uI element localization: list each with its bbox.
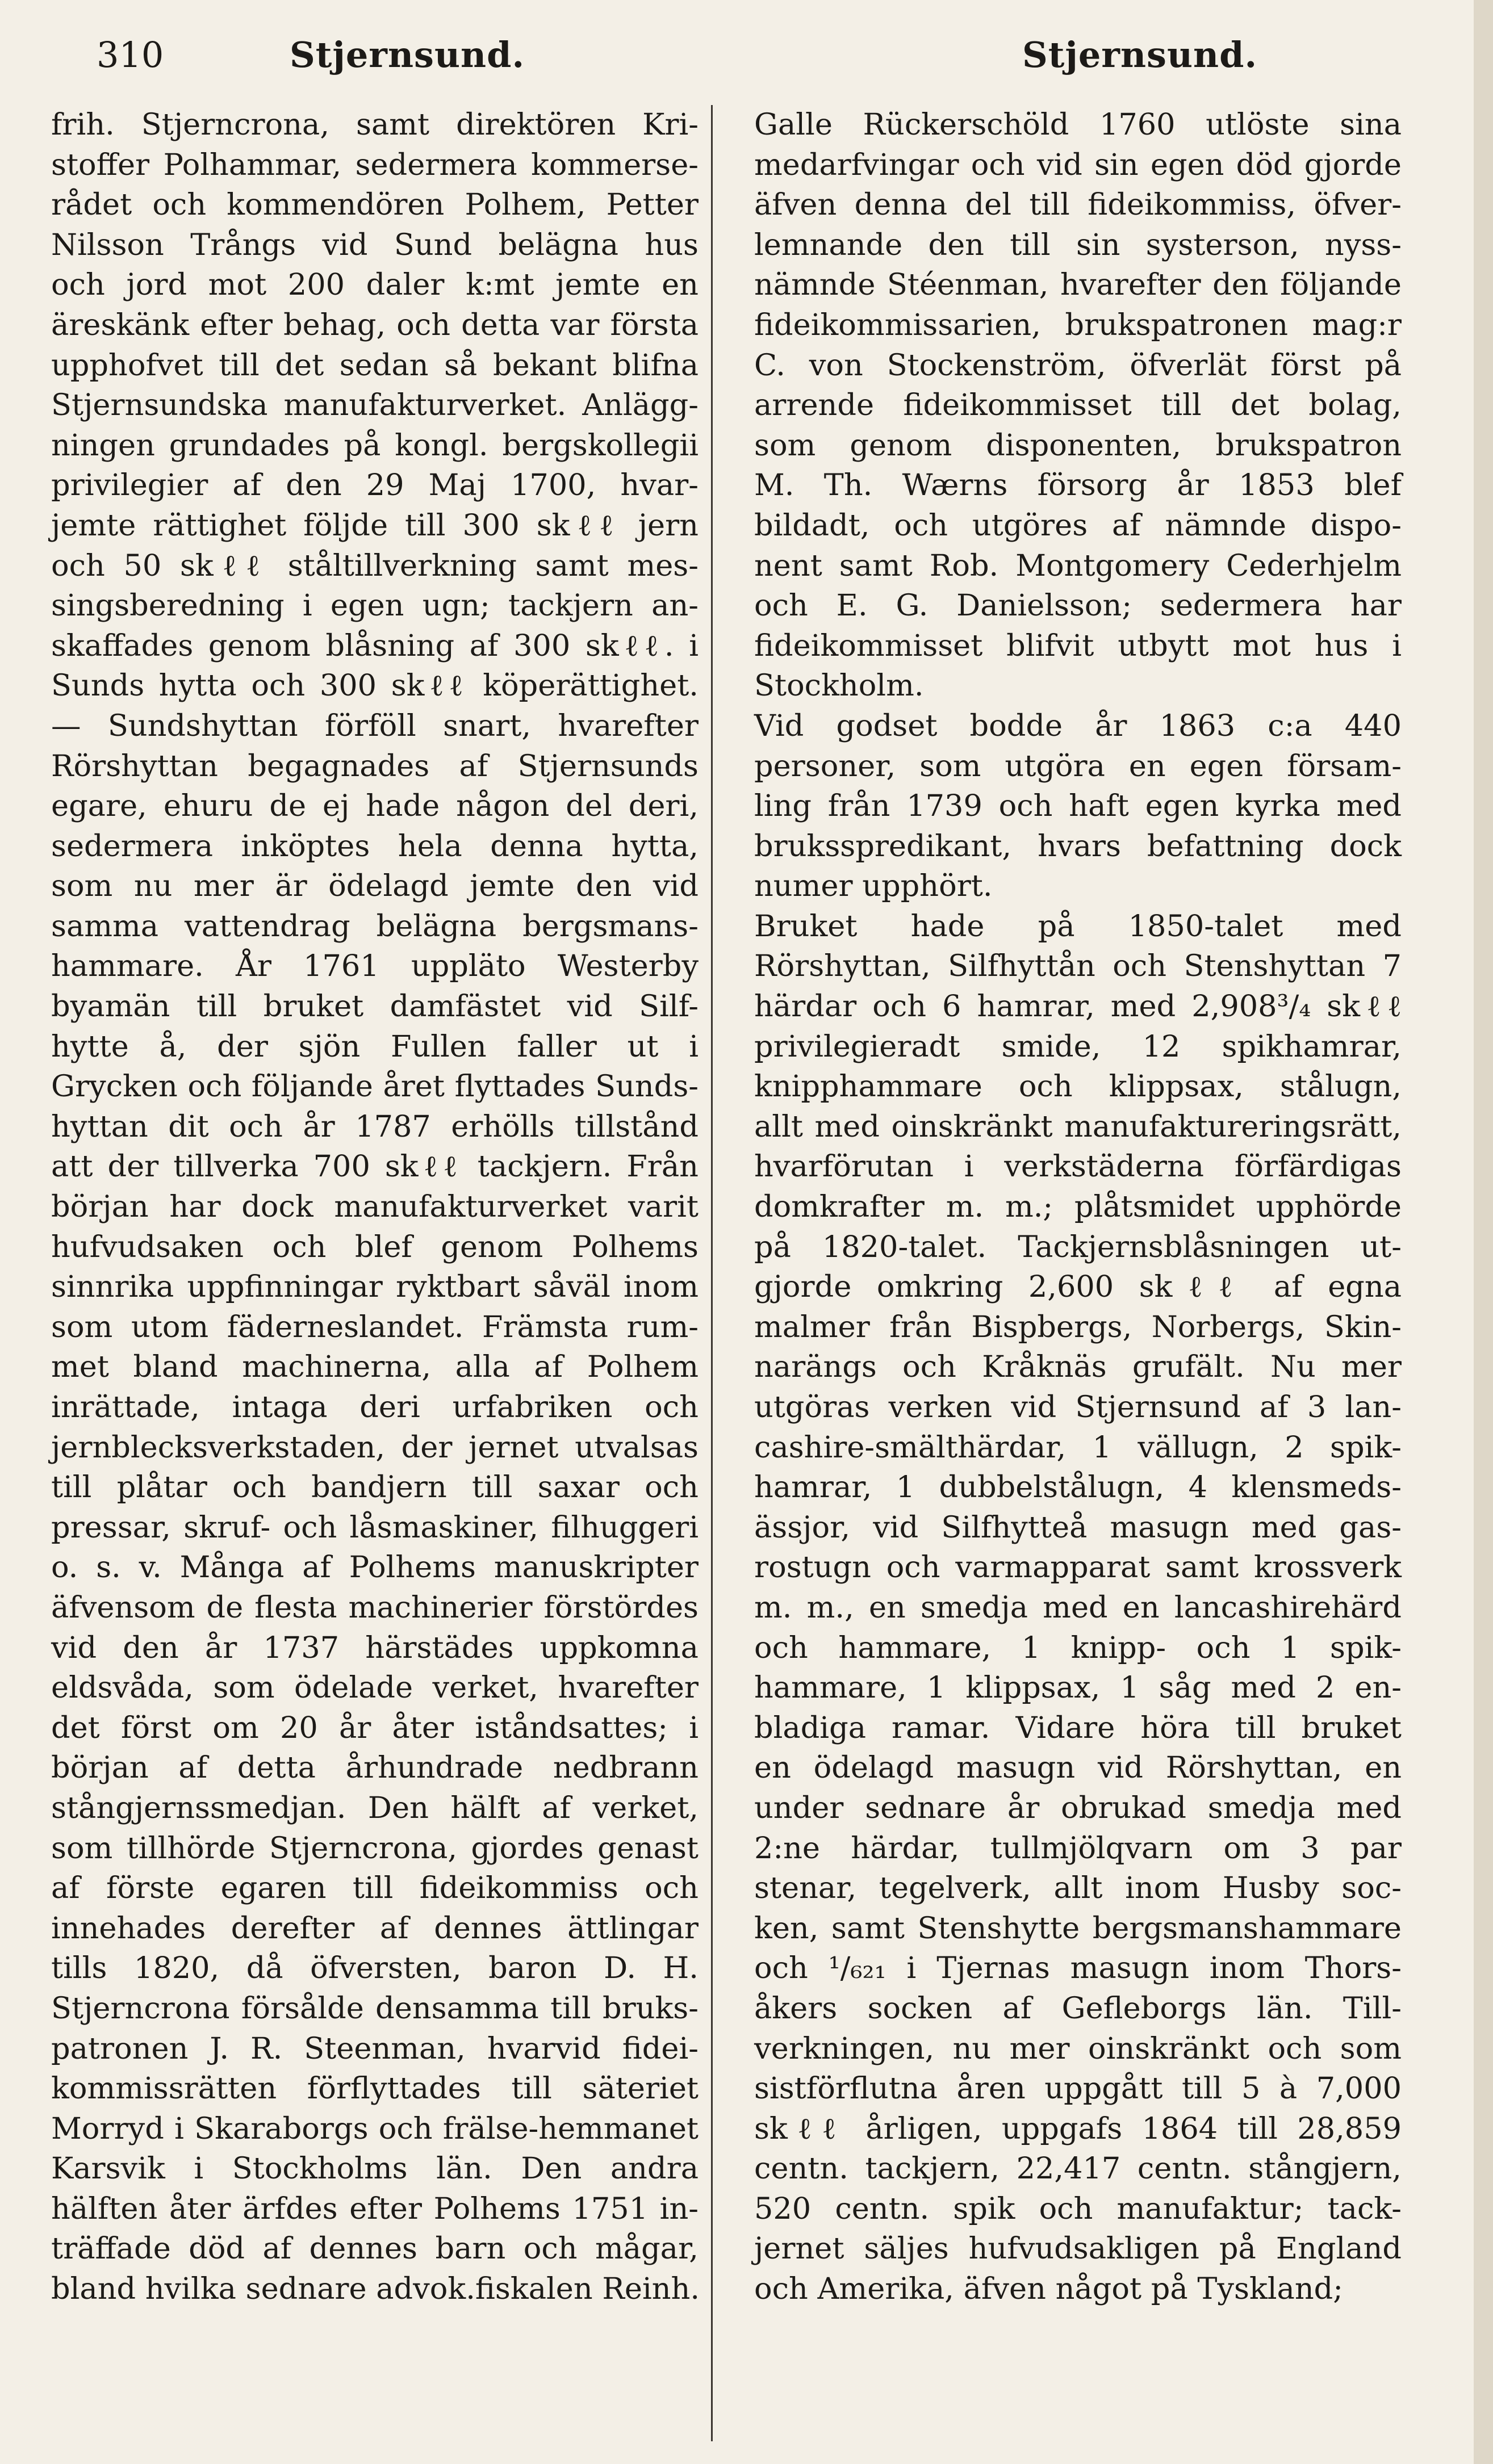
- text-line: bland hvilka sednare advok.fiskalen Reinh.: [51, 2272, 700, 2307]
- text-line: byamän till bruket damfästet vid Silf-: [51, 989, 699, 1024]
- text-line: sistförflutna åren uppgått till 5 à 7,000: [754, 2071, 1402, 2106]
- text-line: nent samt Rob. Montgomery Cederhjelm: [754, 548, 1402, 583]
- text-line: Karsvik i Stockholms län. Den andra: [51, 2151, 699, 2186]
- text-line: Grycken och följande året flyttades Sunds-: [51, 1069, 699, 1104]
- text-line: fideikommissarien, brukspatronen mag:r: [754, 307, 1402, 342]
- text-line: malmer från Bispbergs, Norbergs, Skin-: [754, 1309, 1402, 1344]
- text-column-left: [51, 105, 699, 2310]
- text-line: bruksspredikant, hvars befattning dock: [754, 828, 1402, 864]
- text-line: gjorde omkring 2,600 skℓℓ af egna: [754, 1269, 1402, 1305]
- text-line: en ödelagd masugn vid Rörshyttan, en: [754, 1750, 1402, 1786]
- text-line: ling från 1739 och haft egen kyrka med: [754, 789, 1402, 824]
- text-line: skaffades genom blåsning af 300 skℓℓ. i: [51, 628, 699, 663]
- text-line: m. m., en smedja med en lancashirehärd: [754, 1590, 1402, 1625]
- text-line: medarfvingar och vid sin egen död gjorde: [754, 147, 1402, 182]
- text-line: ningen grundades på kongl. bergskollegii: [51, 428, 699, 463]
- text-line: eldsvåda, som ödelade verket, hvarefter: [51, 1670, 699, 1705]
- text-line: 2:ne härdar, tullmjölqvarn om 3 par: [754, 1830, 1402, 1866]
- text-line: singsberedning i egen ugn; tackjern an-: [51, 588, 699, 623]
- text-line: vid den år 1737 härstädes uppkomna: [51, 1630, 699, 1665]
- text-line: o. s. v. Många af Polhems manuskripter: [51, 1550, 699, 1585]
- text-line: hytte å, der sjön Fullen faller ut i: [51, 1029, 699, 1064]
- text-line: att der tillverka 700 skℓℓ tackjern. Från: [51, 1149, 699, 1184]
- text-line: knipphammare och klippsax, stålugn,: [754, 1069, 1402, 1104]
- text-line: stoffer Polhammar, sedermera kommerse-: [51, 147, 699, 182]
- text-line: hammare, 1 klippsax, 1 såg med 2 en-: [754, 1670, 1402, 1705]
- text-line: till plåtar och bandjern till saxar och: [51, 1470, 699, 1505]
- text-line: rådet och kommendören Polhem, Petter: [51, 187, 699, 223]
- text-line: bildadt, och utgöres af nämnde dispo-: [754, 508, 1402, 543]
- text-line: lemnande den till sin systerson, nyss-: [754, 227, 1402, 262]
- text-line: innehades derefter af dennes ättlingar: [51, 1910, 699, 1946]
- text-line: som tillhörde Stjerncrona, gjordes genast: [51, 1830, 699, 1866]
- text-line: på 1820-talet. Tackjernsblåsningen ut-: [754, 1229, 1402, 1264]
- text-line: sedermera inköptes hela denna hytta,: [51, 828, 699, 864]
- text-line: kommissrätten förflyttades till säteriet: [51, 2071, 699, 2106]
- text-line: härdar och 6 hamrar, med 2,908³/₄ skℓℓ: [754, 989, 1402, 1024]
- text-line: hammare. År 1761 uppläto Westerby: [51, 949, 699, 984]
- text-line: Vid godset bodde år 1863 c:a 440: [754, 708, 1402, 743]
- page-number: 310: [97, 34, 164, 76]
- text-line: som genom disponenten, brukspatron: [754, 428, 1402, 463]
- text-line: början af detta århundrade nedbrann: [51, 1750, 699, 1786]
- text-line: allt med oinskränkt manufaktureringsrätt,: [754, 1109, 1402, 1144]
- text-line: narängs och Kråknäs grufält. Nu mer: [754, 1350, 1402, 1385]
- text-line: verkningen, nu mer oinskränkt och som: [754, 2031, 1402, 2066]
- text-column-right: [754, 105, 1402, 2310]
- text-line: met bland machinerna, alla af Polhem: [51, 1350, 699, 1385]
- text-line: domkrafter m. m.; plåtsmidet upphörde: [754, 1189, 1402, 1225]
- text-line: inrättade, intaga deri urfabriken och: [51, 1390, 699, 1424]
- text-line: centn. tackjern, 22,417 centn. stångjern,: [754, 2151, 1402, 2186]
- text-line: fideikommisset blifvit utbytt mot hus i: [754, 628, 1402, 663]
- text-line: ken, samt Stenshytte bergsmanshammare: [754, 1910, 1402, 1946]
- text-line: träffade död af dennes barn och mågar,: [51, 2231, 699, 2266]
- text-line: och hammare, 1 knipp- och 1 spik-: [754, 1630, 1402, 1665]
- text-line: M. Th. Wærns försorg år 1853 blef: [754, 468, 1402, 503]
- text-line: äfven denna del till fideikommiss, öfver-: [754, 187, 1402, 223]
- running-title-left: Stjernsund.: [290, 34, 525, 76]
- text-line: C. von Stockenström, öfverlät först på: [754, 347, 1402, 383]
- text-line: frih. Stjerncrona, samt direktören Kri-: [51, 107, 699, 142]
- text-line: numer upphört.: [754, 869, 993, 904]
- text-line: cashire-smälthärdar, 1 vällugn, 2 spik-: [754, 1430, 1402, 1465]
- text-line: jernblecksverkstaden, der jernet utvalsas: [51, 1430, 699, 1465]
- text-line: personer, som utgöra en egen försam-: [754, 748, 1402, 783]
- text-line: under sednare år obrukad smedja med: [754, 1790, 1402, 1825]
- text-line: hamrar, 1 dubbelstålugn, 4 klensmeds-: [754, 1470, 1402, 1505]
- text-line: arrende fideikommisset till det bolag,: [754, 388, 1402, 423]
- text-line: hälften åter ärfdes efter Polhems 1751 in-: [51, 2191, 699, 2226]
- text-line: upphofvet till det sedan så bekant blifna: [51, 347, 699, 383]
- text-line: hvarförutan i verkstäderna förfärdigas: [754, 1149, 1402, 1184]
- text-line: och 50 skℓℓ ståltillverkning samt mes-: [51, 548, 699, 583]
- text-line: och Amerika, äfven något på Tyskland;: [754, 2272, 1343, 2307]
- text-line: privilegier af den 29 Maj 1700, hvar-: [51, 468, 699, 503]
- text-line: och ¹/₆₂₁ i Tjernas masugn inom Thors-: [754, 1951, 1402, 1986]
- column-divider: [711, 105, 713, 2441]
- text-line: af förste egaren till fideikommiss och: [51, 1871, 699, 1906]
- text-line: äreskänk efter behag, och detta var första: [51, 307, 699, 342]
- running-title-right: Stjernsund.: [1022, 34, 1258, 76]
- text-line: privilegieradt smide, 12 spikhamrar,: [754, 1029, 1402, 1064]
- page-edge: [1474, 0, 1493, 2464]
- text-line: 520 centn. spik och manufaktur; tack-: [754, 2191, 1402, 2226]
- text-line: pressar, skruf- och låsmaskiner, filhuggeri: [51, 1510, 699, 1545]
- text-line: Stjerncrona försålde densamma till bruks-: [51, 1991, 699, 2026]
- text-line: stenar, tegelverk, allt inom Husby soc-: [754, 1871, 1402, 1906]
- page-header: [51, 23, 1408, 85]
- text-line: bladiga ramar. Vidare höra till bruket: [754, 1710, 1402, 1745]
- text-line: Galle Rückerschöld 1760 utlöste sina: [754, 107, 1402, 142]
- text-line: det först om 20 år åter iståndsattes; i: [51, 1710, 699, 1745]
- text-line: Bruket hade på 1850-talet med: [754, 908, 1402, 944]
- text-line: Stockholm.: [754, 668, 924, 703]
- text-line: Stjernsundska manufakturverket. Anlägg-: [51, 388, 699, 423]
- text-line: Morryd i Skaraborgs och frälse-hemmanet: [51, 2111, 699, 2146]
- text-line: rostugn och varmapparat samt krossverk: [754, 1550, 1402, 1585]
- text-line: patronen J. R. Steenman, hvarvid fidei-: [51, 2031, 699, 2066]
- text-line: hufvudsaken och blef genom Polhems: [51, 1229, 699, 1264]
- text-line: nämnde Stéenman, hvarefter den följande: [754, 267, 1402, 303]
- text-line: skℓℓ årligen, uppgafs 1864 till 28,859: [754, 2111, 1402, 2146]
- text-line: — Sundshyttan förföll snart, hvarefter: [51, 708, 699, 743]
- text-line: äfvensom de flesta machinerier förstördes: [51, 1590, 699, 1625]
- text-line: och jord mot 200 daler k:mt jemte en: [51, 267, 699, 303]
- text-line: jemte rättighet följde till 300 skℓℓ jern: [51, 508, 699, 543]
- text-line: och E. G. Danielsson; sedermera har: [754, 588, 1402, 623]
- text-line: Sunds hytta och 300 skℓℓ köperättighet.: [51, 668, 699, 703]
- text-line: utgöras verken vid Stjernsund af 3 lan-: [754, 1390, 1402, 1424]
- text-line: som utom fäderneslandet. Främsta rum-: [51, 1309, 699, 1344]
- text-line: sinnrika uppfinningar ryktbart såväl inom: [51, 1269, 699, 1305]
- text-line: början har dock manufakturverket varit: [51, 1189, 699, 1225]
- text-line: ässjor, vid Silfhytteå masugn med gas-: [754, 1510, 1402, 1545]
- text-line: Rörshyttan begagnades af Stjernsunds: [51, 748, 699, 783]
- text-line: hyttan dit och år 1787 erhölls tillstånd: [51, 1109, 699, 1144]
- text-line: Nilsson Trångs vid Sund belägna hus: [51, 227, 699, 262]
- text-line: samma vattendrag belägna bergsmans-: [51, 908, 699, 944]
- text-line: som nu mer är ödelagd jemte den vid: [51, 869, 699, 904]
- text-line: åkers socken af Gefleborgs län. Till-: [754, 1991, 1402, 2026]
- text-line: egare, ehuru de ej hade någon del deri,: [51, 789, 699, 824]
- text-line: Rörshyttan, Silfhyttån och Stenshyttan 7: [754, 949, 1402, 984]
- text-line: jernet säljes hufvudsakligen på England: [754, 2231, 1402, 2266]
- text-line: stångjernssmedjan. Den hälft af verket,: [51, 1790, 699, 1825]
- text-line: tills 1820, då öfversten, baron D. H.: [51, 1951, 699, 1986]
